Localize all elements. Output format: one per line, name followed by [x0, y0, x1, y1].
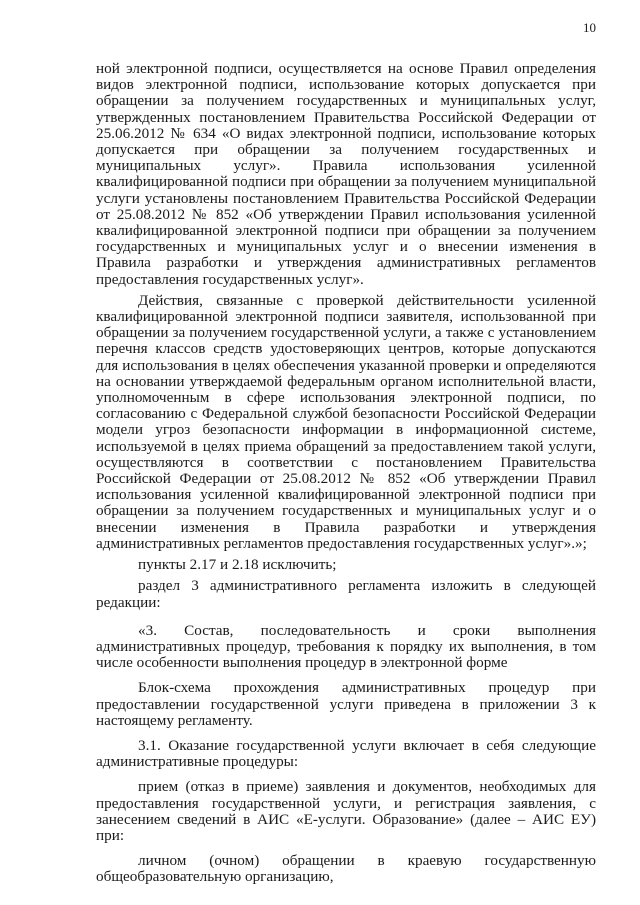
- paragraph-reception: прием (отказ в приеме) заявления и документов, необходимых для предоставления государственной услуги, и регистрация заявления, с занесением сведений в АИС «Е-услуги. Образование» (далее – АИС ЕУ) при:: [96, 778, 596, 844]
- paragraph-signature-verification: Действия, связанные с проверкой действительности усиленной квалифицированной электронной подписи заявителя, использованной при обращении за получением государственной услуги, а также с установлением перечня классов средств удостоверяющих центров, которые допускаются для использования в целях обеспечения указанной проверки и определяются на основании утверждаемой федеральным органом исполнительной власти, уполномоченным в сфере использования электронной подписи, по согласованию с Федеральной службой безопасности Российской Федерации модели угроз безопасности информации в информационной системе, используемой в целях приема обращений за предоставлением такой услуги, осуществляются в соответствии с постановлением Правительства Российской Федерации от 25.08.2012 № 852 «Об утверждении Правил использования усиленной квалифицированной электронной подписи при обращении за получением государственных и муниципальных услуг и о внесении изменения в Правила разработки и утверждения административных регламентов предоставления государственных услуг».»;: [96, 291, 596, 552]
- paragraph-3-1: 3.1. Оказание государственной услуги включает в себя следующие административные процедуры:: [96, 736, 596, 771]
- section-3-heading: «3. Состав, последовательность и сроки выполнения административных процедур, требования к порядку их выполнения, в том числе особенности выполнения процедур в электронной форме: [96, 621, 596, 672]
- paragraph-exclude-items: пункты 2.17 и 2.18 исключить;: [138, 556, 337, 574]
- paragraph-signature-rules: ной электронной подписи, осуществляется на основе Правил определения видов электронной подписи, использование которых допускается при обращении за получением государственных и муниципальных услуг, утвержденных постановлением Правительства Российской Федерации от 25.06.2012 № 634 «О видах электронной подписи, использование которых допускается при обращении за получением государственных и муниципальных услуг». Правила использования усиленной квалифицированной подписи при обращении за получением муниципальной услуги установлены постановлением Правительства Российской Федерации от 25.08.2012 № 852 «Об утверждении Правил использования усиленной квалифицированной электронной подписи при обращении за получением государственных и муниципальных услуг и о внесении изменения в Правила разработки и утверждения административных регламентов предоставления государственных услуг».: [96, 60, 596, 288]
- paragraph-personal-appeal: личном (очном) обращении в краевую государственную общеобразовательную организацию,: [96, 852, 596, 886]
- page-number: 10: [583, 20, 596, 35]
- paragraph-flowchart: Блок-схема прохождения административных процедур при предоставлении государственной услуги приведена в приложении 3 к настоящему регламенту.: [96, 679, 596, 729]
- document-body: [96, 61, 596, 886]
- paragraph-section-3-intro: раздел 3 административного регламента изложить в следующей редакции:: [96, 577, 596, 611]
